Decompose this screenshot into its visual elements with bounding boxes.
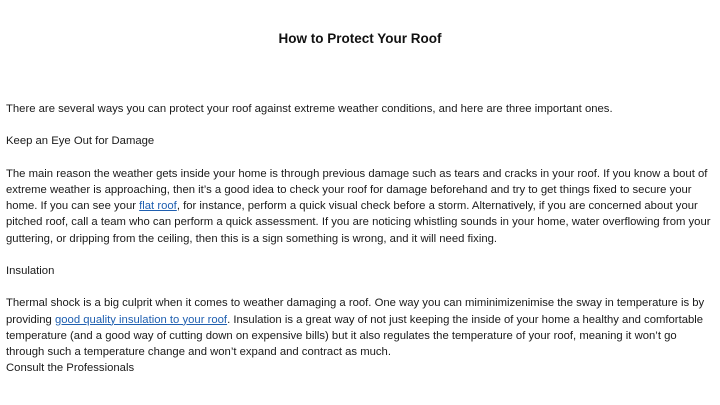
insulation-text-start: Thermal shock is a big culprit when it comes to weather damaging a roof. One way you can miminimizenimise the sway in temperature is by providing: [6, 297, 705, 326]
section-heading-professionals: Consult the Professionals: [6, 362, 135, 375]
section-heading-insulation: Insulation: [6, 264, 55, 277]
damage-paragraph: [6, 166, 715, 247]
intro-paragraph: There are several ways you can protect your roof against extreme weather conditions, and here are three important ones.: [6, 103, 613, 115]
damage-text-start: The main reason the weather gets inside your home is through previous damage such as tears and cracks in your roof. If you know a bout of extreme weather is approaching, then it’s a good idea to check your roof for damage beforehand and try to get things fixed to secure your home. If you can see your: [6, 167, 708, 213]
damage-text-end: , for instance, perform a quick visual check before a storm. Alternatively, if you are concerned about your pitched roof, call a team who can perform a quick assessment. If you are noticing whistling sounds in your home, water overflowing from your guttering, or dripping from the ceiling, then this is a sign something is wrong, and it will need fixing.: [6, 200, 711, 245]
spacer: [6, 150, 715, 166]
insulation-text-end: . Insulation is a great way of not just keeping the inside of your home a healthy and comfortable temperature (and a good way of cutting down on expensive bills) but it also regulates the temperature of your roof, meaning it won’t go through such a temperature change and won’t expand and contract as much.: [6, 313, 704, 358]
article-body: [6, 101, 715, 376]
insulation-link[interactable]: good quality insulation to your roof: [54, 313, 228, 326]
spacer: [6, 279, 715, 295]
page-title: How to Protect Your Roof: [278, 31, 442, 46]
spacer: [6, 247, 715, 263]
section-heading-damage: Keep an Eye Out for Damage: [6, 135, 155, 148]
insulation-paragraph: [6, 295, 715, 360]
flat-roof-link[interactable]: flat roof: [139, 200, 177, 213]
spacer: [6, 117, 715, 133]
